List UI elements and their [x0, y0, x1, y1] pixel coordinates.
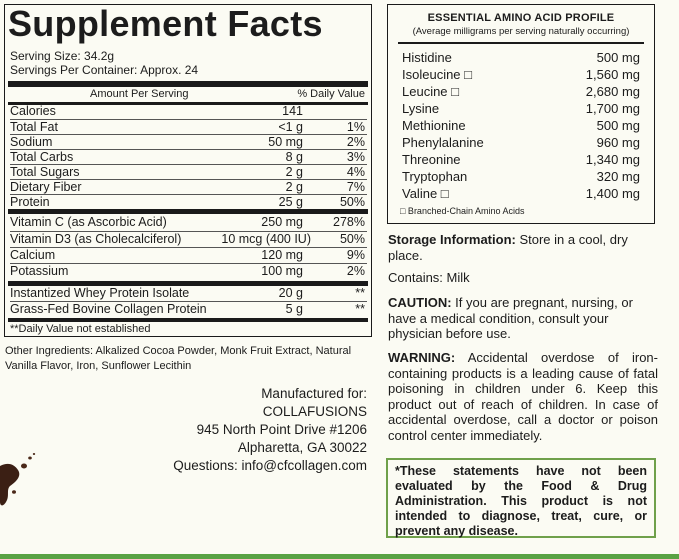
amino-row	[402, 117, 640, 134]
amino-value: 1,700 mg	[585, 101, 640, 116]
manufacturer-info	[173, 385, 367, 475]
nutrient-amount: 100 mg	[261, 264, 303, 278]
amino-name: Lysine	[402, 101, 440, 116]
amino-profile-subtitle: (Average milligrams per serving naturally occurring)	[412, 26, 630, 37]
facts-row	[10, 286, 367, 301]
facts-row	[10, 179, 367, 195]
nutrient-name: Total Carbs	[10, 150, 74, 164]
nutrient-name: Vitamin D3 (as Cholecalciferol)	[10, 232, 182, 246]
nutrient-amount: 50 mg	[268, 135, 303, 149]
supplement-facts-title: Supplement Facts	[8, 3, 323, 44]
thick-rule	[8, 318, 368, 322]
warning-statement	[388, 350, 658, 443]
serving-size: Serving Size: 34.2g	[10, 49, 115, 63]
nutrient-dv: 3%	[346, 150, 365, 164]
facts-row	[10, 134, 367, 150]
daily-value-footnote: **Daily Value not established	[10, 323, 151, 335]
nutrient-dv: **	[355, 302, 365, 316]
facts-row	[10, 119, 367, 135]
amino-name: Valine □	[402, 186, 449, 201]
caution-text: If you are pregnant, nursing, or have a medical condition, consult your physician before use.	[388, 295, 633, 341]
amino-row	[402, 66, 640, 83]
nutrient-dv: 2%	[346, 135, 365, 149]
facts-header-row	[10, 87, 367, 102]
contains-allergen: Contains: Milk	[388, 270, 470, 285]
other-ingredients: Other Ingredients: Alkalized Cocoa Powder, Monk Fruit Extract, Natural Vanilla Flavor, Iron, Sunflower Lecithin	[5, 345, 352, 372]
nutrient-amount: <1 g	[278, 120, 303, 134]
caution-label: CAUTION:	[388, 295, 452, 310]
green-accent-bar	[0, 554, 679, 559]
amino-name: Methionine	[402, 118, 466, 133]
nutrient-name: Instantized Whey Protein Isolate	[10, 286, 190, 300]
nutrient-amount: 141	[282, 104, 303, 118]
nutrient-amount: 10 mcg (400 IU)	[221, 232, 311, 246]
amino-value: 960 mg	[596, 135, 640, 150]
amino-value: 1,560 mg	[585, 67, 640, 82]
nutrient-dv: 2%	[346, 264, 365, 278]
nutrient-name: Grass-Fed Bovine Collagen Protein	[10, 302, 207, 316]
nutrient-amount: 5 g	[285, 302, 303, 316]
facts-row	[10, 194, 367, 210]
nutrient-dv: 4%	[346, 165, 365, 179]
nutrient-amount: 2 g	[285, 180, 303, 194]
amino-value: 1,400 mg	[585, 186, 640, 201]
thick-rule	[398, 42, 644, 44]
amino-name: Isoleucine □	[402, 67, 473, 82]
nutrient-name: Protein	[10, 195, 50, 209]
facts-row	[10, 247, 367, 263]
facts-row	[10, 164, 367, 180]
amino-row	[402, 134, 640, 151]
fda-disclaimer-box: *These statements have not been evaluated by the Food & Drug Administration. This product is not intended to diagnose, treat, cure, or prevent any disease.	[386, 458, 656, 538]
nutrient-dv: 7%	[346, 180, 365, 194]
amino-row	[402, 100, 640, 117]
nutrient-amount: 25 g	[278, 195, 303, 209]
nutrient-name: Total Sugars	[10, 165, 80, 179]
amino-row	[402, 49, 640, 66]
nutrient-dv: 278%	[333, 215, 365, 229]
facts-row	[10, 104, 367, 119]
manufacturer-name: COLLAFUSIONS	[262, 404, 367, 419]
storage-information	[388, 232, 658, 263]
manufacturer-address-line1: 945 North Point Drive #1206	[196, 422, 367, 437]
amino-profile-title: ESSENTIAL AMINO ACID PROFILE	[427, 12, 615, 24]
nutrient-dv: 1%	[346, 120, 365, 134]
manufacturer-address-line2: Alpharetta, GA 30022	[237, 440, 367, 455]
facts-row	[10, 263, 367, 279]
nutrient-name: Sodium	[10, 135, 53, 149]
amino-row	[402, 168, 640, 185]
warning-label: WARNING:	[388, 350, 456, 365]
amino-name: Threonine	[402, 152, 461, 167]
facts-row	[10, 149, 367, 165]
amino-value: 500 mg	[596, 118, 640, 133]
nutrient-amount: 250 mg	[261, 215, 303, 229]
facts-row	[10, 301, 367, 317]
nutrient-name: Total Fat	[10, 120, 58, 134]
manufacturer-label: Manufactured for:	[261, 386, 367, 401]
amino-value: 500 mg	[596, 50, 640, 65]
amino-name: Leucine □	[402, 84, 460, 99]
nutrient-name: Potassium	[10, 264, 69, 278]
nutrient-dv: **	[355, 286, 365, 300]
header-amount: Amount Per Serving	[90, 88, 189, 100]
nutrient-name: Calcium	[10, 248, 56, 262]
nutrient-dv: 9%	[346, 248, 365, 262]
amino-name: Tryptophan	[402, 169, 468, 184]
bcaa-note: □ Branched-Chain Amino Acids	[400, 206, 525, 216]
thick-rule	[8, 209, 368, 214]
nutrient-amount: 120 mg	[261, 248, 303, 262]
amino-row	[402, 83, 640, 100]
storage-label: Storage Information:	[388, 232, 516, 247]
storage-text: Store in a cool, dry place.	[388, 232, 628, 263]
servings-per-container: Servings Per Container: Approx. 24	[10, 63, 199, 77]
nutrient-name: Vitamin C (as Ascorbic Acid)	[10, 215, 167, 229]
amino-row	[402, 185, 640, 202]
caution-statement	[388, 295, 658, 342]
amino-name: Phenylalanine	[402, 135, 484, 150]
nutrient-name: Dietary Fiber	[10, 180, 82, 194]
nutrient-amount: 2 g	[285, 165, 303, 179]
amino-value: 1,340 mg	[585, 152, 640, 167]
nutrient-amount: 8 g	[285, 150, 303, 164]
nutrient-name: Calories	[10, 104, 56, 118]
facts-row	[10, 215, 367, 230]
amino-acid-profile-panel	[387, 4, 655, 224]
nutrient-dv: 50%	[339, 195, 365, 209]
warning-text: Accidental overdose of iron-containing products is a leading cause of fatal poisoning in children under 6. Keep this product out of reach of children. In case of accidental overdose, call a doctor or poison control center immediately.	[388, 350, 658, 443]
nutrient-dv: 50%	[339, 232, 365, 246]
chocolate-drip-icon	[0, 452, 40, 508]
amino-row	[402, 151, 640, 168]
amino-name: Histidine	[402, 50, 452, 65]
amino-value: 320 mg	[596, 169, 640, 184]
amino-value: 2,680 mg	[585, 84, 640, 99]
facts-row	[10, 231, 367, 247]
nutrient-amount: 20 g	[278, 286, 303, 300]
supplement-facts-panel	[4, 4, 372, 337]
serving-info	[10, 49, 198, 77]
header-daily-value: % Daily Value	[297, 88, 365, 100]
manufacturer-contact: Questions: info@cfcollagen.com	[173, 458, 367, 473]
